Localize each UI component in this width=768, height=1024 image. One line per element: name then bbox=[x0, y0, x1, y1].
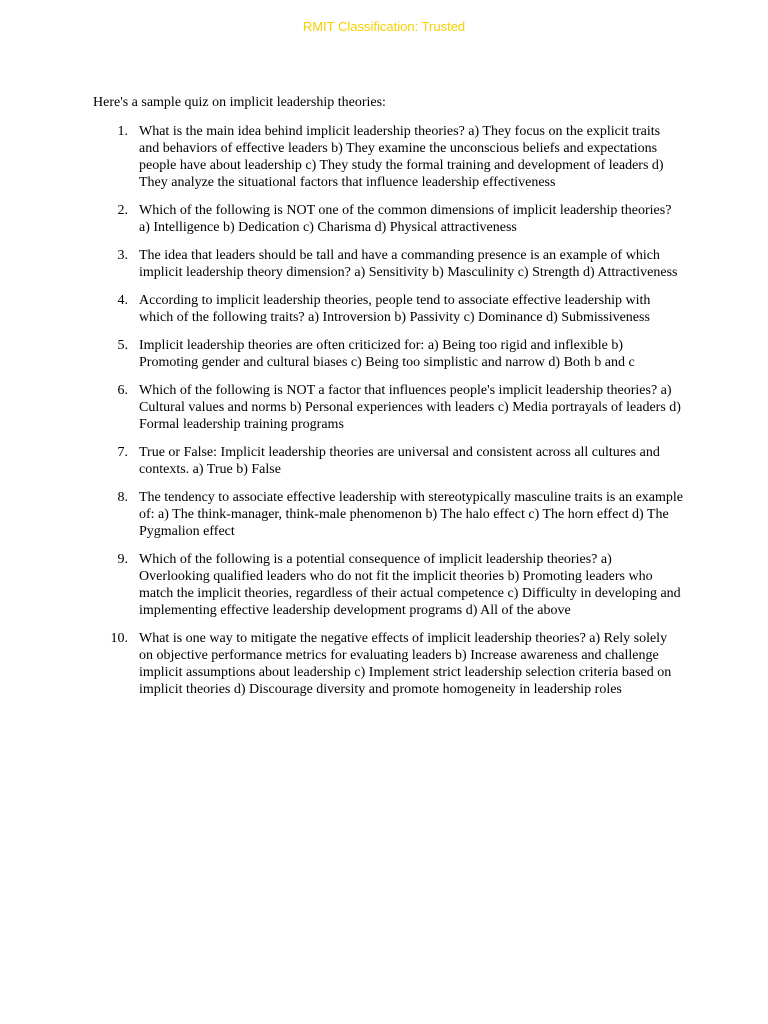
question-text: What is one way to mitigate the negative effects of implicit leadership theories? a) Rely solely on objective performance metrics for evaluating leaders b) Increase awareness and challenge implicit assumptions about leadership c) Implement strict leadership selection criteria based on implicit theories d) Discourage diversity and promote homogeneity in leadership roles bbox=[139, 631, 672, 697]
question-text: The idea that leaders should be tall and have a commanding presence is an example of which implicit leadership theory dimension? a) Sensitivity b) Masculinity c) Strength d) Attractiveness bbox=[139, 248, 678, 280]
question-number: 5. bbox=[117, 338, 128, 353]
question-text: True or False: Implicit leadership theories are universal and consistent across all cultures and contexts. a) True b) False bbox=[139, 445, 660, 477]
quiz-question bbox=[93, 630, 683, 698]
document-body bbox=[93, 94, 683, 709]
quiz-list bbox=[93, 123, 683, 698]
question-number: 3. bbox=[117, 248, 128, 263]
quiz-question bbox=[93, 337, 683, 371]
question-text: The tendency to associate effective leadership with stereotypically masculine traits is an example of: a) The think-manager, think-male phenomenon b) The halo effect c) The horn effect d) The Pygmalion effect bbox=[139, 490, 683, 539]
question-number: 2. bbox=[117, 203, 128, 218]
question-text: Which of the following is NOT one of the common dimensions of implicit leadership theories? a) Intelligence b) Dedication c) Charisma d) Physical attractiveness bbox=[139, 203, 672, 235]
question-number: 4. bbox=[117, 293, 128, 308]
question-number: 10. bbox=[110, 631, 128, 646]
question-number: 8. bbox=[117, 490, 128, 505]
quiz-question bbox=[93, 382, 683, 433]
quiz-question bbox=[93, 123, 683, 191]
question-text: Implicit leadership theories are often criticized for: a) Being too rigid and inflexible b) Promoting gender and cultural biases c) Being too simplistic and narrow d) Both b and c bbox=[139, 338, 635, 370]
question-number: 7. bbox=[117, 445, 128, 460]
quiz-question bbox=[93, 444, 683, 478]
classification-label: RMIT Classification: Trusted bbox=[302, 19, 466, 34]
question-number: 6. bbox=[117, 383, 128, 398]
intro-text: Here's a sample quiz on implicit leadership theories: bbox=[93, 95, 386, 110]
quiz-question bbox=[93, 551, 683, 619]
question-text: Which of the following is a potential consequence of implicit leadership theories? a) Overlooking qualified leaders who do not fit the implicit theories b) Promoting leaders who match the implicit theories, regardless of their actual competence c) Difficulty in developing and implementing effective leadership development programs d) All of the above bbox=[139, 552, 681, 618]
question-text: According to implicit leadership theories, people tend to associate effective leadership with which of the following traits? a) Introversion b) Passivity c) Dominance d) Submissiveness bbox=[139, 293, 651, 325]
question-number: 9. bbox=[117, 552, 128, 567]
question-text: What is the main idea behind implicit leadership theories? a) They focus on the explicit traits and behaviors of effective leaders b) They examine the unconscious beliefs and expectations people have about leadership c) They study the formal training and development of leaders d) They analyze the situational factors that influence leadership effectiveness bbox=[139, 124, 664, 190]
quiz-question bbox=[93, 247, 683, 281]
question-number: 1. bbox=[117, 124, 128, 139]
question-text: Which of the following is NOT a factor that influences people's implicit leadership theories? a) Cultural values and norms b) Personal experiences with leaders c) Media portrayals of leaders d) Formal leadership training programs bbox=[139, 383, 681, 432]
quiz-question bbox=[93, 292, 683, 326]
quiz-question bbox=[93, 489, 683, 540]
quiz-question bbox=[93, 202, 683, 236]
